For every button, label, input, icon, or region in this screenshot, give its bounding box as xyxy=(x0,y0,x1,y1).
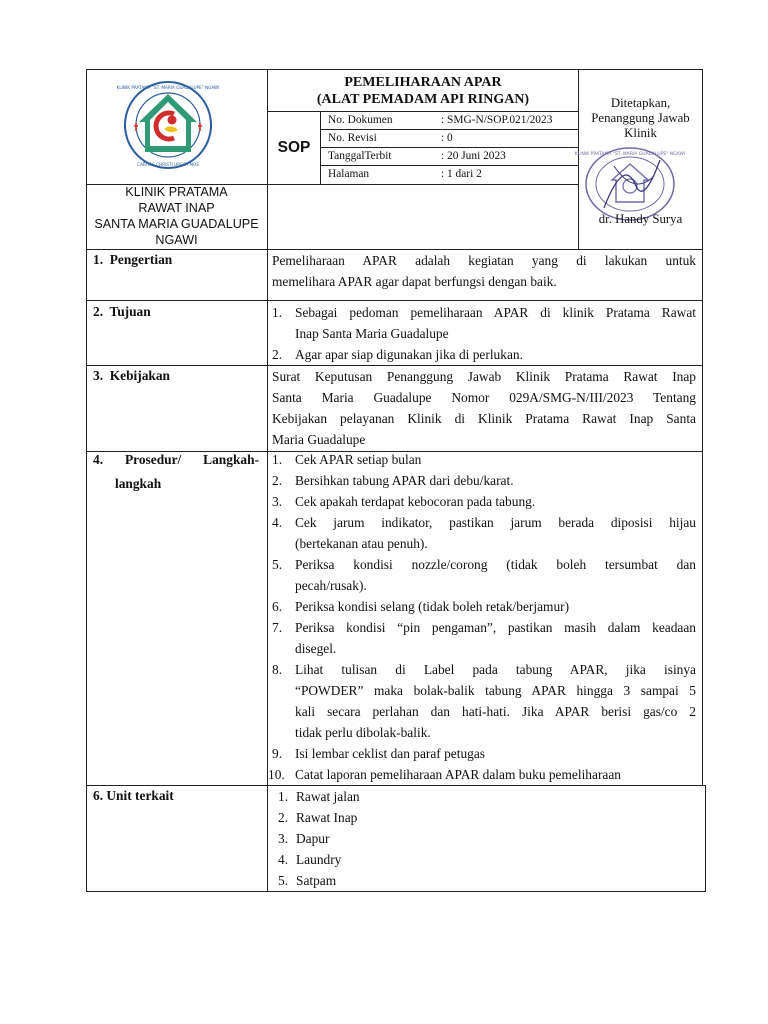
unit-border-right xyxy=(705,785,706,892)
unit-num-4: 4. xyxy=(278,852,289,867)
meta-value-issue-date: : 20 Juni 2023 xyxy=(441,150,506,162)
unit-num-5: 5. xyxy=(278,873,289,888)
clinic-name-line1: KLINIK PRATAMA xyxy=(125,185,228,199)
title-divider xyxy=(268,111,578,112)
meta-value-doc-number: : SMG-N/SOP.021/2023 xyxy=(441,114,553,126)
svg-text:KLINIK PRATAMA "ST. MARIA GUAD: KLINIK PRATAMA "ST. MARIA GUADALUPE" NGAWI xyxy=(116,85,220,90)
tujuan-item-1-line-2: Inap Santa Maria Guadalupe xyxy=(295,326,449,341)
approval-line-3: Klinik xyxy=(624,126,657,140)
table-border-right xyxy=(702,69,703,786)
clinic-name-line4: NGAWI xyxy=(155,233,198,247)
prosedur-item-3-line-1: Cek apakah terdapat kebocoran pada tabung. xyxy=(295,494,536,509)
prosedur-item-7-line-2: disegel. xyxy=(295,641,337,656)
prosedur-item-10-line-1: Catat laporan pemeliharaan APAR dalam buku pemeliharaan xyxy=(295,767,621,782)
prosedur-item-8-line-1: Lihat tulisan di Label pada tabung APAR, jika isinya xyxy=(295,662,696,677)
tujuan-num-1: 1. xyxy=(272,305,283,320)
kebijakan-line-2: Santa Maria Guadalupe Nomor 029A/SMG-N/III/2023 Tentang xyxy=(272,390,696,405)
unit-num-2: 2. xyxy=(278,810,289,825)
sop-divider xyxy=(320,111,321,185)
document-title-line2: (ALAT PEMADAM API RINGAN) xyxy=(316,92,530,107)
kebijakan-line-1: Surat Keputusan Penanggung Jawab Klinik Pratama Rawat Inap xyxy=(272,369,696,384)
prosedur-num-3: 3. xyxy=(272,494,283,509)
prosedur-item-4-line-2: (bertekanan atau penuh). xyxy=(295,536,428,551)
unit-item-3: Dapur xyxy=(296,831,330,846)
meta-label-page: Halaman xyxy=(328,168,370,180)
pengertian-line-2: memelihara APAR agar dapat berfungsi dengan baik. xyxy=(272,274,557,289)
meta-divider-3 xyxy=(320,165,578,166)
meta-divider-1 xyxy=(320,129,578,130)
unit-item-1: Rawat jalan xyxy=(296,789,360,804)
clinic-name-line3: SANTA MARIA GUADALUPE xyxy=(94,217,259,231)
unit-num-1: 1. xyxy=(278,789,289,804)
prosedur-item-8-line-4: tidak perlu dibolak-balik. xyxy=(295,725,431,740)
document-title-line1: PEMELIHARAAN APAR xyxy=(344,75,502,90)
unit-item-5: Satpam xyxy=(296,873,337,888)
kebijakan-line-4: Maria Guadalupe xyxy=(272,432,366,447)
prosedur-item-8-line-2: “POWDER” maka bolak-balik tabung APAR hingga 3 sampai 5 xyxy=(295,683,696,698)
clinic-name-line2: RAWAT INAP xyxy=(138,201,215,215)
table-border-bottom xyxy=(86,891,706,892)
prosedur-num-5: 5. xyxy=(272,557,283,572)
kebijakan-line-3: Kebijakan pelayanan Klinik di Klinik Pratama Rawat Inap Santa xyxy=(272,411,696,426)
prosedur-num-1: 1. xyxy=(272,452,283,467)
approval-line-2: Penanggung Jawab xyxy=(591,111,690,125)
row-divider-4 xyxy=(86,785,706,786)
section-title-tujuan: 2. Tujuan xyxy=(93,304,151,319)
meta-label-issue-date: TanggalTerbit xyxy=(328,150,392,162)
pengertian-line-1: Pemeliharaan APAR adalah kegiatan yang di lakukan untuk xyxy=(272,253,696,268)
meta-label-revision: No. Revisi xyxy=(328,132,377,144)
prosedur-num-7: 7. xyxy=(272,620,283,635)
prosedur-item-1-line-1: Cek APAR setiap bulan xyxy=(295,452,422,467)
prosedur-num-4: 4. xyxy=(272,515,283,530)
section-title-prosedur-line2: langkah xyxy=(115,476,162,491)
prosedur-item-6-line-1: Periksa kondisi selang (tidak boleh retak/berjamur) xyxy=(295,599,570,614)
prosedur-num-9: 9. xyxy=(272,746,283,761)
sop-label: SOP xyxy=(277,139,311,156)
approval-line-1: Ditetapkan, xyxy=(610,96,671,110)
clinic-logo xyxy=(116,80,220,170)
unit-item-2: Rawat Inap xyxy=(296,810,358,825)
tujuan-item-2-line-1: Agar apar siap digunakan jika di perlukan. xyxy=(295,347,523,362)
section-title-pengertian: 1. Pengertian xyxy=(93,252,173,267)
meta-label-doc-number: No. Dokumen xyxy=(328,114,393,126)
tujuan-item-1-line-1: Sebagai pedoman pemeliharaan APAR di klinik Pratama Rawat xyxy=(295,305,696,320)
prosedur-item-5-line-1: Periksa kondisi nozzle/corong (tidak boleh tersumbat dan xyxy=(295,557,696,572)
section-title-kebijakan: 3. Kebijakan xyxy=(93,368,171,383)
prosedur-item-4-line-1: Cek jarum indikator, pastikan jarum berada diposisi hijau xyxy=(295,515,696,530)
prosedur-item-8-line-3: kali secara perlahan dan hati-hati. Jika APAR berisi gas/co 2 xyxy=(295,704,696,719)
meta-value-page: : 1 dari 2 xyxy=(441,168,482,180)
row-divider-1 xyxy=(86,300,703,301)
prosedur-num-6: 6. xyxy=(272,599,283,614)
prosedur-num-10: 10. xyxy=(268,767,285,782)
svg-text:KLINIK PRATAMA "ST. MARIA GUAD: KLINIK PRATAMA "ST. MARIA GUADALUPE" NGAWI xyxy=(574,152,686,157)
prosedur-num-2: 2. xyxy=(272,473,283,488)
prosedur-num-8: 8. xyxy=(272,662,283,677)
prosedur-item-2-line-1: Bersihkan tabung APAR dari debu/karat. xyxy=(295,473,514,488)
prosedur-item-7-line-1: Periksa kondisi “pin pengaman”, pastikan masih dalam keadaan xyxy=(295,620,696,635)
unit-item-4: Laundry xyxy=(296,852,342,867)
signer-name: dr. Handy Surya xyxy=(598,212,683,226)
section-title-unit: 6. Unit terkait xyxy=(93,788,174,803)
table-border-top xyxy=(86,69,703,70)
unit-num-3: 3. xyxy=(278,831,289,846)
meta-divider-4 xyxy=(268,184,578,185)
section-title-prosedur-line1: 4. Prosedur/ Langkah- xyxy=(93,452,259,467)
prosedur-item-5-line-2: pecah/rusak). xyxy=(295,578,367,593)
tujuan-num-2: 2. xyxy=(272,347,283,362)
meta-divider-2 xyxy=(320,147,578,148)
svg-text:CARITAS CHRISTI URGET NOS: CARITAS CHRISTI URGET NOS xyxy=(137,162,199,167)
prosedur-item-9-line-1: Isi lembar ceklist dan paraf petugas xyxy=(295,746,485,761)
meta-value-revision: : 0 xyxy=(441,132,453,144)
